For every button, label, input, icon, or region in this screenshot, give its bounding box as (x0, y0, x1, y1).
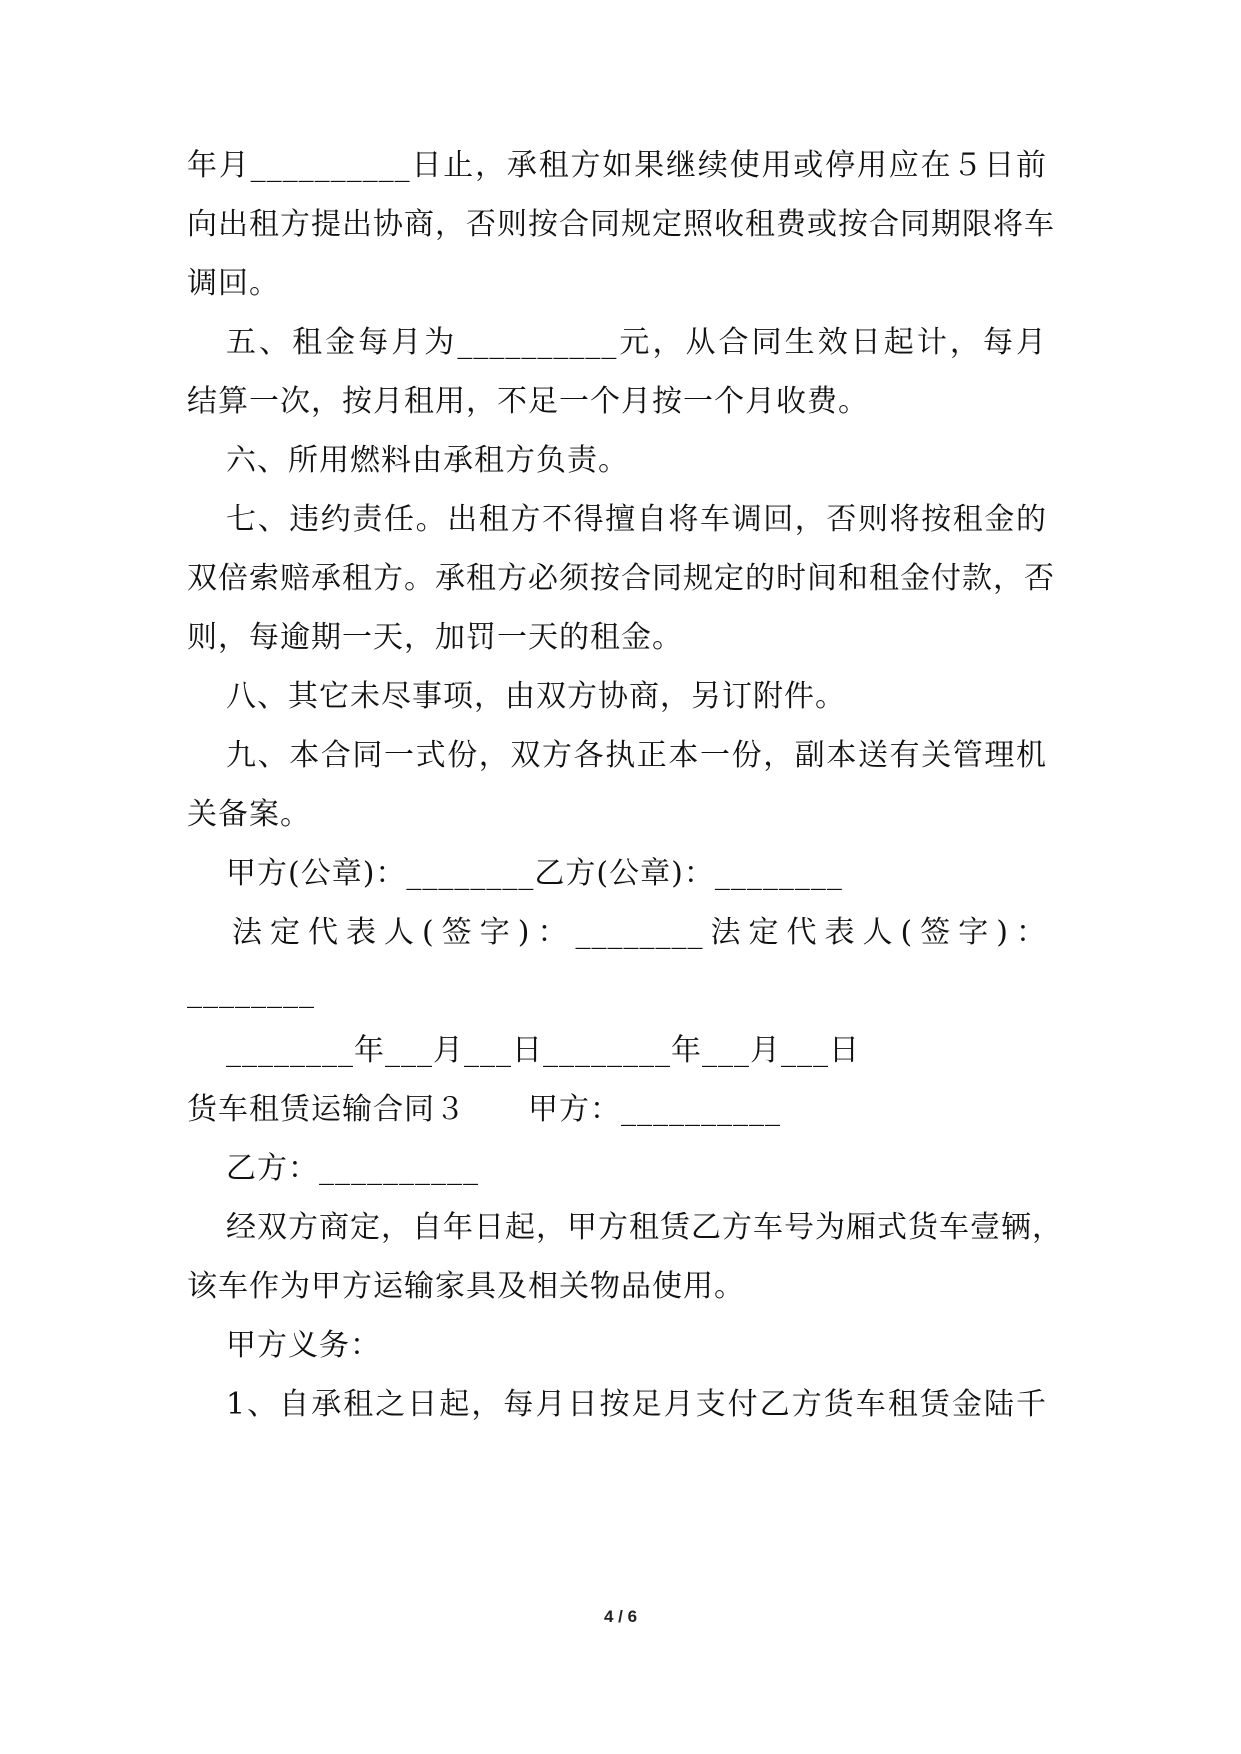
section-heading: 甲方义务： (226, 1328, 381, 1363)
page-number: 4 / 6 (603, 1607, 638, 1626)
clause-6: 六、所用燃料由承租方负责。 (226, 443, 629, 478)
signature-representative-line: 法定代表人(签字)：________法定代表人(签字)： (232, 915, 1047, 950)
date-line: ________年___月___日________年___月___日 (226, 1033, 860, 1068)
paragraph-line: 年月__________日止，承租方如果继续使用或停用应在５日前 (187, 148, 1047, 183)
clause-9: 九、本合同一式份，双方各执正本一份，副本送有关管理机 (226, 738, 1047, 773)
contract-title-line: 货车租赁运输合同３ 甲方：__________ (187, 1092, 781, 1127)
party-b-line: 乙方：__________ (226, 1151, 479, 1186)
signature-seal-line: 甲方(公章)：________乙方(公章)：________ (226, 856, 843, 891)
signature-blank: ________ (187, 974, 315, 1009)
clause-8: 八、其它未尽事项，由双方协商，另订附件。 (226, 679, 846, 714)
clause-5: 五、租金每月为__________元，从合同生效日起计，每月 (226, 325, 1047, 360)
agreement-paragraph: 经双方商定，自年日起，甲方租赁乙方车号为厢式货车壹辆， (226, 1210, 1063, 1245)
paragraph-line: 该车作为甲方运输家具及相关物品使用。 (187, 1269, 745, 1304)
obligation-item-1: 1、自承租之日起，每月日按足月支付乙方货车租赁金陆千 (226, 1387, 1047, 1422)
paragraph-line: 结算一次，按月租用，不足一个月按一个月收费。 (187, 384, 869, 419)
paragraph-line: 双倍索赔承租方。承租方必须按合同规定的时间和租金付款，否 (187, 561, 1055, 596)
clause-7: 七、违约责任。出租方不得擅自将车调回，否则将按租金的 (226, 502, 1047, 537)
paragraph-line: 调回。 (187, 266, 280, 301)
paragraph-line: 则，每逾期一天，加罚一天的租金。 (187, 620, 683, 655)
paragraph-line: 向出租方提出协商，否则按合同规定照收租费或按合同期限将车 (187, 207, 1055, 242)
paragraph-line: 关备案。 (187, 797, 311, 832)
